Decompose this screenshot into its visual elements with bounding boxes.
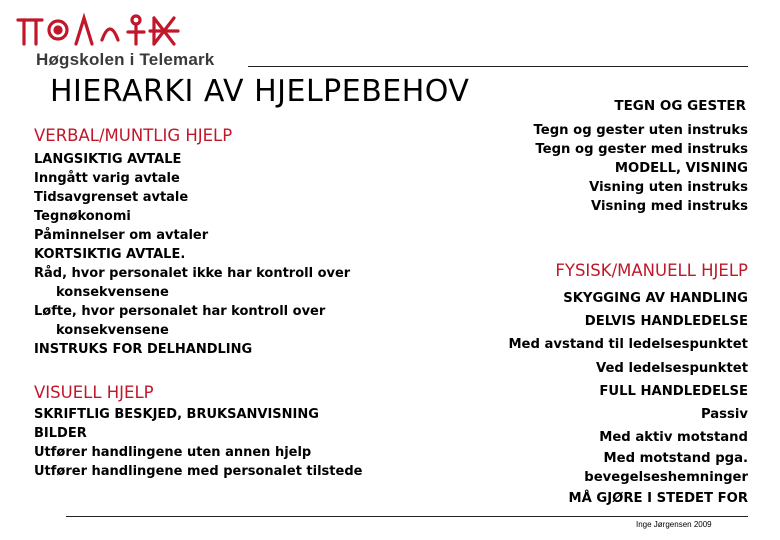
list-item: Utfører handlingene med personalet tilstede <box>34 464 363 479</box>
list-item: Inngått varig avtale <box>34 171 180 186</box>
list-item: Ved ledelsespunktet <box>595 360 748 376</box>
list-item: KORTSIKTIG AVTALE. <box>34 247 186 262</box>
list-item: SKYGGING AV HANDLING <box>563 291 748 306</box>
list-item: Tegnøkonomi <box>34 209 131 224</box>
visuell-list <box>34 405 362 481</box>
list-item: BILDER <box>34 426 87 441</box>
list-item: INSTRUKS FOR DELHANDLING <box>34 342 253 357</box>
list-item: bevegelseshemninger <box>584 470 748 486</box>
list-item: SKRIFTLIG BESKJED, BRUKSANVISNING <box>34 407 319 422</box>
hit-logo-glyphs-icon <box>14 10 184 50</box>
list-item: DELVIS HANDLEDELSE <box>584 314 748 330</box>
verbal-heading: VERBAL/MUNTLIG HJELP <box>34 126 233 145</box>
institution-name: Høgskolen i Telemark <box>36 50 215 69</box>
list-item: LANGSIKTIG AVTALE <box>34 152 182 167</box>
list-item: FULL HANDLEDELSE <box>599 383 748 399</box>
list-item: Med aktiv motstand <box>599 430 748 446</box>
footer-divider <box>66 516 748 517</box>
list-item: Løfte, hvor personalet har kontroll over <box>34 304 326 319</box>
page-title: HIERARKI AV HJELPEBEHOV <box>50 74 470 109</box>
fysisk-list <box>508 287 748 511</box>
tegn-heading: TEGN OG GESTER <box>614 98 746 114</box>
verbal-list <box>34 150 350 359</box>
list-item: Passiv <box>700 407 748 423</box>
visuell-heading: VISUELL HJELP <box>34 383 154 402</box>
tegn-list <box>534 121 748 216</box>
list-item: Utfører handlingene uten annen hjelp <box>34 445 312 460</box>
list-item: Visning uten instruks <box>589 180 748 195</box>
list-item: Med avstand til ledelsespunktet <box>508 337 748 353</box>
list-item: Visning med instruks <box>591 199 748 214</box>
list-item: Tidsavgrenset avtale <box>34 190 189 205</box>
list-item: Påminnelser om avtaler <box>34 228 209 243</box>
list-item: konsekvensene <box>56 285 169 300</box>
list-item: Tegn og gester uten instruks <box>533 123 748 138</box>
list-item: MODELL, VISNING <box>614 161 748 176</box>
fysisk-heading: FYSISK/MANUELL HJELP <box>555 261 748 280</box>
list-item: MÅ GJØRE I STEDET FOR <box>568 491 748 507</box>
list-item: Råd, hvor personalet ikke har kontroll over <box>34 266 351 281</box>
footer-author: Inge Jørgensen 2009 <box>636 520 712 529</box>
list-item: Med motstand pga. <box>603 451 748 467</box>
header-divider <box>248 66 748 67</box>
list-item: konsekvensene <box>56 323 169 338</box>
list-item: Tegn og gester med instruks <box>535 142 748 157</box>
